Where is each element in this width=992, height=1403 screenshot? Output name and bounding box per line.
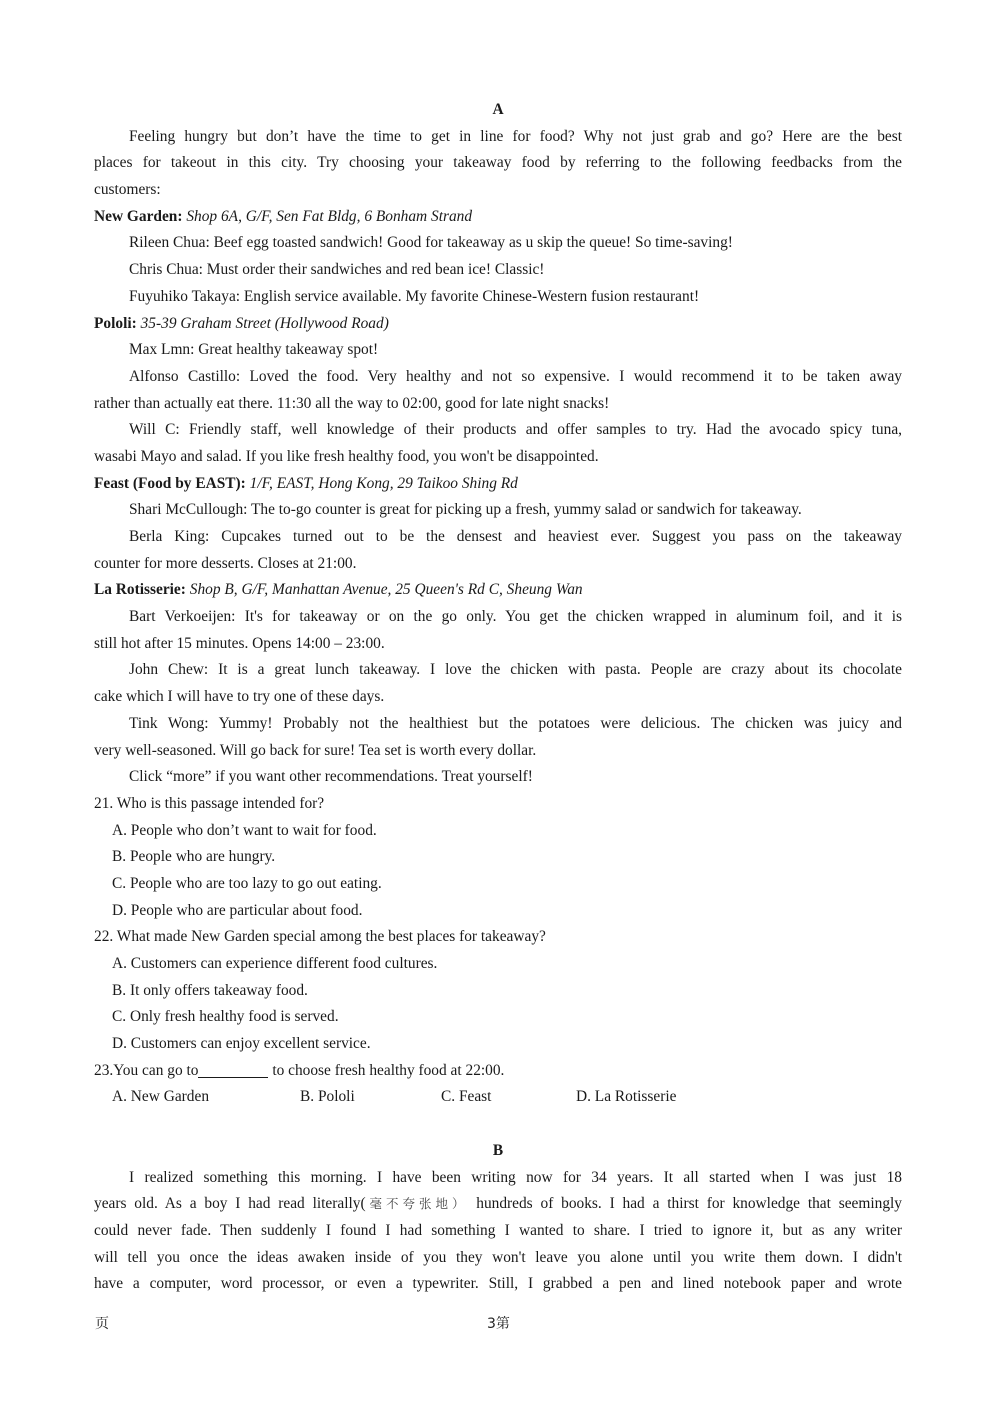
review-continued: very well-seasoned. Will go back for sure! Tea set is worth every dollar. [94,741,537,759]
question-22-option-d: D. Customers can enjoy excellent service. [112,1035,371,1053]
intro-line: customers: [94,181,161,199]
restaurant-name: Feast (Food by EAST): [94,474,246,492]
review: Tink Wong: Yummy! Probably not the healthiest but the potatoes were delicious. The chicken was juicy and [129,714,902,732]
restaurant-name: New Garden: [94,207,183,225]
passage-b-line-rest: hundreds of books. I had a thirst for knowledge that seemingly [476,1195,902,1213]
footer-page-number: 3第 [487,1316,510,1332]
closing-line: Click “more” if you want other recommendations. Treat yourself! [129,768,533,786]
section-b-heading: B [492,1141,504,1159]
review: Chris Chua: Must order their sandwiches and red bean ice! Classic! [129,261,545,279]
restaurant-name: La Rotisserie: [94,581,186,599]
review: Fuyuhiko Takaya: English service available. My favorite Chinese-Western fusion restaurant! [129,287,700,305]
restaurant-address: 35-39 Graham Street (Hollywood Road) [140,314,389,332]
question-21-stem: 21. Who is this passage intended for? [94,794,325,812]
chinese-gloss: 毫不夸张地） [365,1196,469,1212]
review: Bart Verkoeijen: It's for takeaway or on the go only. You get the chicken wrapped in aluminum foil, and it is [129,608,902,626]
passage-b-line: will tell you once the ideas awaken inside of you they won't leave you alone until you write them down. I didn't [94,1248,902,1266]
question-23-option-c: C. Feast [441,1088,492,1106]
question-22-stem: 22. What made New Garden special among the best places for takeaway? [94,928,546,946]
passage-b-line-prefix: years old. As a boy I had read literally( [94,1195,366,1213]
restaurant-address: 1/F, EAST, Hong Kong, 29 Taikoo Shing Rd [249,474,518,492]
restaurant-new-garden [94,204,902,231]
answer-blank [198,1061,268,1078]
review-continued: still hot after 15 minutes. Opens 14:00 – 23:00. [94,634,385,652]
intro-line: places for takeout in this city. Try choosing your takeaway food by referring to the following feedbacks from the [94,154,902,172]
passage-b-line: I realized something this morning. I have been writing now for 34 years. It all started when I was just 18 [129,1168,902,1186]
question-23-stem-after: to choose fresh healthy food at 22:00. [268,1061,505,1079]
question-23-option-d: D. La Rotisserie [576,1088,677,1106]
question-21-option-d: D. People who are particular about food. [112,901,363,919]
passage-b-line: have a computer, word processor, or even a typewriter. Still, I grabbed a pen and lined notebook paper and wrote [94,1275,902,1293]
restaurant-pololi [94,311,902,338]
restaurant-address: Shop B, G/F, Manhattan Avenue, 25 Queen's Rd C, Sheung Wan [189,581,583,599]
review-continued: wasabi Mayo and salad. If you like fresh healthy food, you won't be disappointed. [94,447,599,465]
restaurant-name: Pololi: [94,314,137,332]
review-continued: cake which I will have to try one of these days. [94,688,385,706]
review: Shari McCullough: The to-go counter is great for picking up a fresh, yummy salad or sandwich for takeaway. [129,501,802,519]
document-page [94,97,902,1298]
question-21-option-b: B. People who are hungry. [112,848,276,866]
question-21-option-c: C. People who are too lazy to go out eating. [112,874,382,892]
review: John Chew: It is a great lunch takeaway. I love the chicken with pasta. People are crazy about its chocolate [129,661,902,679]
section-a-heading: A [492,101,504,118]
question-22-option-b: B. It only offers takeaway food. [112,981,308,999]
question-23-option-a: A. New Garden [112,1088,210,1106]
question-21-option-a: A. People who don’t want to wait for food. [112,821,377,839]
passage-b-line [94,1191,902,1218]
question-23-option-b: B. Pololi [300,1088,355,1106]
restaurant-la-rotisserie [94,577,902,604]
restaurant-feast [94,471,902,498]
restaurant-address: Shop 6A, G/F, Sen Fat Bldg, 6 Bonham Strand [186,207,473,225]
intro-line: Feeling hungry but don’t have the time to get in line for food? Why not just grab and go? Here are the best [129,127,902,145]
review: Berla King: Cupcakes turned out to be the densest and heaviest ever. Suggest you pass on the takeaway [129,528,902,545]
question-23-options [94,1084,902,1111]
review-continued: rather than actually eat there. 11:30 all the way to 02:00, good for late night snacks! [94,394,610,412]
review: Alfonso Castillo: Loved the food. Very healthy and not so expensive. I would recommend it to be taken away [129,367,902,385]
footer-page-label: 页 [95,1316,109,1332]
review-continued: counter for more desserts. Closes at 21:00. [94,554,357,572]
review: Rileen Chua: Beef egg toasted sandwich! Good for takeaway as u skip the queue! So time-saving! [129,234,733,252]
review: Will C: Friendly staff, well knowledge of their products and offer samples to try. Had the avocado spicy tuna, [129,421,902,439]
question-23-stem [94,1058,902,1085]
passage-b-line: could never fade. Then suddenly I found I had something I wanted to share. I tried to ignore it, but as any writer [94,1221,902,1239]
question-22-option-c: C. Only fresh healthy food is served. [112,1008,339,1026]
question-23-stem-before: 23.You can go to [94,1061,199,1079]
question-22-option-a: A. Customers can experience different food cultures. [112,955,438,972]
review: Max Lmn: Great healthy takeaway spot! [129,341,379,359]
